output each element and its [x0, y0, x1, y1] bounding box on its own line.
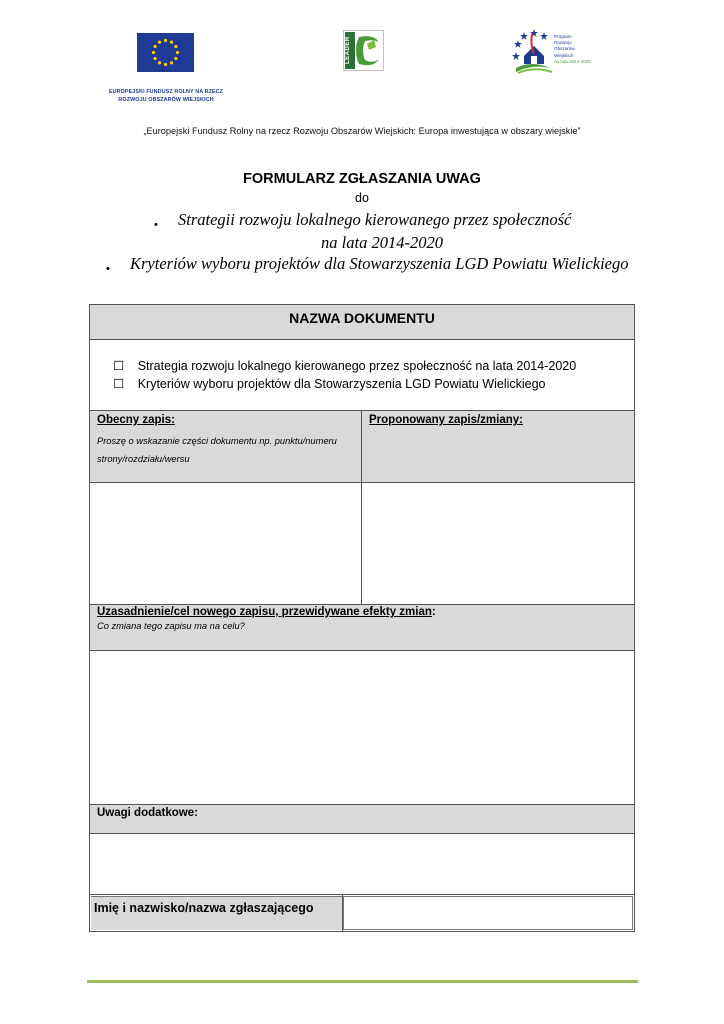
eu-stars-icon: [137, 33, 194, 72]
prow-line3: Obszarów: [554, 46, 575, 52]
name-field-border: [632, 896, 633, 930]
title-item1-line1: Strategii rozwoju lokalnego kierowanego przez społeczność: [178, 210, 572, 229]
justification-hint: Co zmiana tego zapisu ma na celu?: [97, 621, 245, 631]
column-divider: [361, 410, 362, 604]
remarks-field[interactable]: [89, 833, 635, 894]
doc-name-header: NAZWA DOKUMENTU: [89, 304, 635, 339]
title-item1-line2: na lata 2014-2020: [321, 233, 443, 252]
justification-field[interactable]: [89, 650, 635, 804]
row-divider: [89, 894, 635, 895]
row-divider: [89, 804, 635, 805]
prow-caption: [554, 34, 594, 65]
eu-flag-logo: [137, 33, 194, 72]
row-divider: [89, 604, 635, 605]
slogan-text: „Europejski Fundusz Rolny na rzecz Rozwoju Obszarów Wiejskich: Europa inwestująca w obszary wiejskie”: [143, 126, 581, 136]
eu-caption-line2: ROZWOJU OBSZARÓW WIEJSKICH: [118, 97, 214, 103]
table-border-bottom: [89, 931, 635, 932]
table-border-right: [634, 304, 635, 932]
footer-divider: [87, 980, 638, 983]
current-entry-hint: Proszę o wskazanie części dokumentu np. punktu/numeru strony/rozdziału/wersu: [97, 436, 337, 464]
row-divider: [89, 482, 635, 483]
justification-title: [97, 606, 627, 618]
proposed-entry-field[interactable]: [362, 482, 635, 604]
row-divider: [89, 410, 635, 411]
justification-colon: :: [431, 606, 436, 618]
name-field-border: [343, 896, 633, 897]
row-divider: [89, 339, 635, 340]
bullet-2: [106, 259, 110, 277]
prow-line5: na lata 2014-2020: [554, 58, 592, 64]
table-border-top: [89, 304, 635, 305]
current-entry-field[interactable]: [89, 482, 362, 604]
current-entry-header: [89, 410, 362, 482]
eu-caption-line1: EUROPEJSKI FUNDUSZ ROLNY NA RZECZ: [108, 89, 224, 95]
option-strategia-label: Strategia rozwoju lokalnego kierowanego przez społeczność na lata 2014-2020: [137, 359, 577, 373]
name-field-border: [343, 896, 344, 930]
leader-logo-text: LEADER: [345, 36, 351, 65]
option-kryteria-label: Kryteriów wyboru projektów dla Stowarzyszenia LGD Powiatu Wielickiego: [137, 377, 546, 391]
justification-label: Uzasadnienie/cel nowego zapisu, przewidywane efekty zmian: [97, 606, 432, 618]
form-table: [89, 304, 635, 932]
form-title: FORMULARZ ZGŁASZANIA UWAG: [243, 171, 481, 187]
submitter-name-label: Imię i nazwisko/nazwa zgłaszającego: [91, 896, 342, 930]
prow-line2: Rozwoju: [554, 40, 572, 46]
row-divider: [89, 650, 635, 651]
bullet-symbol: •: [106, 263, 110, 275]
leader-logo: [343, 30, 384, 71]
justification-header: [89, 604, 635, 650]
eu-fund-caption: [96, 88, 236, 104]
table-border-left: [89, 304, 90, 932]
option-kryteria[interactable]: [113, 376, 546, 391]
name-field-border: [343, 929, 633, 930]
proposed-entry-header: [362, 410, 635, 482]
checkbox-icon[interactable]: ☐: [113, 377, 125, 391]
prow-logo: [510, 26, 590, 76]
bullet-symbol: •: [154, 219, 158, 231]
name-cell-border: [91, 896, 342, 897]
row-divider: [89, 833, 635, 834]
title-item2: Kryteriów wyboru projektów dla Stowarzyszenia LGD Powiatu Wielickiego: [130, 254, 629, 273]
submitter-name-field[interactable]: [343, 896, 633, 930]
current-entry-label: Obecny zapis:: [97, 414, 175, 426]
option-strategia[interactable]: [113, 358, 576, 373]
prow-line1: Program: [554, 34, 572, 39]
proposed-entry-label: Proponowany zapis/zmiany:: [369, 414, 523, 426]
prow-line4: Wiejskich: [554, 52, 574, 58]
form-subtitle-do: do: [355, 191, 369, 205]
doc-options-row: [89, 339, 635, 410]
bullet-1: [154, 215, 158, 233]
checkbox-icon[interactable]: ☐: [113, 359, 125, 373]
prow-emblem-icon: [510, 26, 554, 76]
remarks-header: Uwagi dodatkowe:: [89, 804, 635, 833]
